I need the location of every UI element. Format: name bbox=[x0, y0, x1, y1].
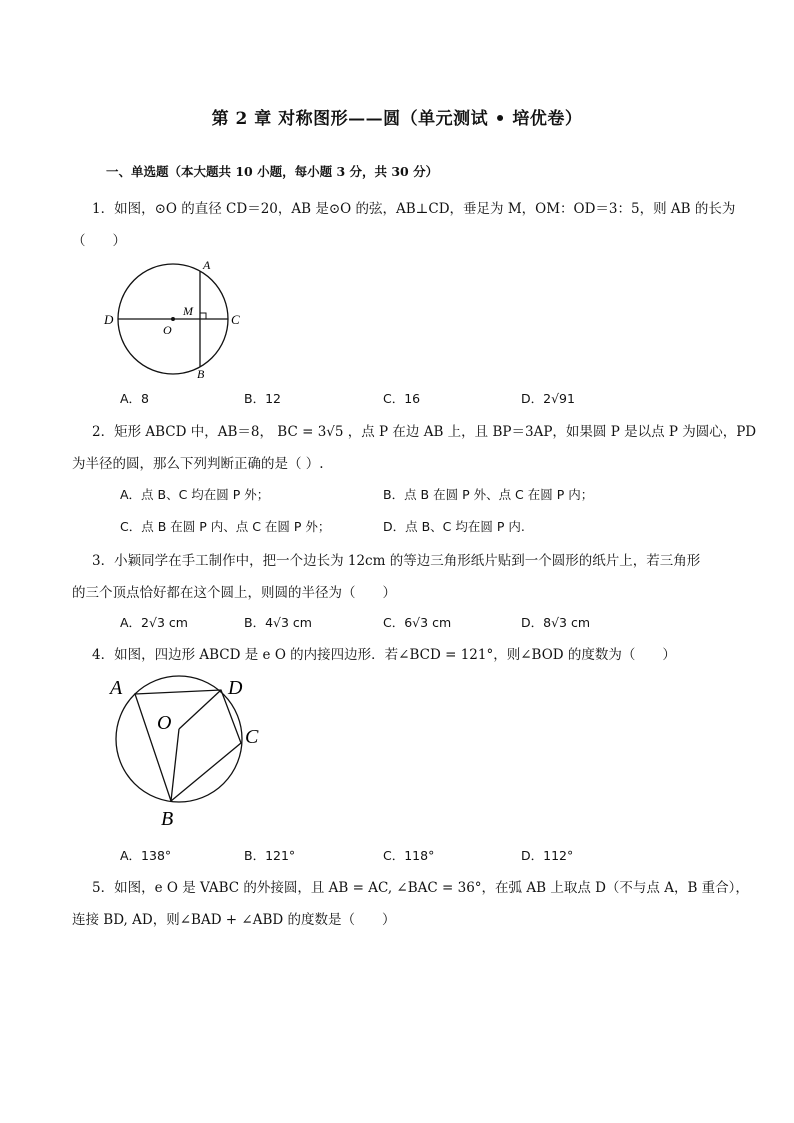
center-dot bbox=[171, 317, 175, 321]
question-4-option-c: C．118° bbox=[383, 848, 435, 863]
question-2-option-d: D．点 B、C 均在圆 P 内. bbox=[383, 519, 525, 534]
question-2-option-a: A．点 B、C 均在圆 P 外； bbox=[120, 487, 270, 502]
label-o: O bbox=[163, 323, 172, 337]
question-3-line-1: 3．小颖同学在手工制作中，把一个边长为 12cm 的等边三角形纸片贴到一个圆形的纸片上，若三角形 bbox=[92, 553, 701, 569]
question-1-line-1: 1．如图，⊙O 的直径 CD＝20，AB 是⊙O 的弦，AB⊥CD，垂足为 M，OM：OD＝3：5，则 AB 的长为 bbox=[92, 201, 736, 217]
label-d: D bbox=[228, 677, 243, 699]
section-heading: 一、单选题（本大题共 10 小题，每小题 3 分，共 30 分） bbox=[106, 164, 439, 179]
label-c: C bbox=[231, 312, 240, 327]
question-5-line-1: 5．如图，e O 是 VABC 的外接圆，且 AB = AC, ∠BAC = 36°，在弧 AB 上取点 D（不与点 A，B 重合）， bbox=[92, 880, 749, 896]
question-1-figure bbox=[100, 252, 260, 382]
question-4-line-1: 4．如图，四边形 ABCD 是 e O 的内接四边形．若∠BCD = 121°，则∠BOD 的度数为（ ） bbox=[92, 647, 676, 663]
question-1-option-d: D．2√91 bbox=[521, 391, 575, 406]
question-4-figure bbox=[102, 670, 272, 835]
question-4-option-d: D．112° bbox=[521, 848, 574, 863]
label-b: B bbox=[161, 808, 174, 830]
question-1-option-a: A．8 bbox=[120, 391, 150, 406]
question-5-line-2: 连接 BD, AD，则∠BAD + ∠ABD 的度数是（ ） bbox=[72, 912, 396, 928]
question-3-option-a: A．2√3 cm bbox=[120, 615, 188, 630]
question-2-line-1: 2．矩形 ABCD 中，AB＝8， BC = 3√5 ，点 P 在边 AB 上，且 BP＝3AP，如果圆 P 是以点 P 为圆心，PD bbox=[92, 424, 757, 440]
label-c: C bbox=[245, 726, 259, 748]
label-a: A bbox=[203, 258, 211, 272]
question-3-line-2: 的三个顶点恰好都在这个圆上，则圆的半径为（ ） bbox=[72, 585, 396, 601]
question-2-option-c: C．点 B 在圆 P 内、点 C 在圆 P 外； bbox=[120, 519, 331, 534]
label-a: A bbox=[110, 677, 123, 699]
quadrilateral-abcd bbox=[135, 690, 241, 801]
page-title: 第 2 章 对称图形——圆（单元测试 • 培优卷） bbox=[211, 109, 583, 129]
right-angle-mark bbox=[200, 313, 206, 319]
question-1-option-b: B．12 bbox=[244, 391, 281, 406]
label-o: O bbox=[157, 712, 172, 734]
label-m: M bbox=[183, 304, 193, 318]
question-2-line-2: 为半径的圆，那么下列判断正确的是（ ）. bbox=[72, 456, 324, 472]
question-3-option-c: C．6√3 cm bbox=[383, 615, 452, 630]
question-2-option-b: B．点 B 在圆 P 外、点 C 在圆 P 内； bbox=[383, 487, 594, 502]
question-3-option-d: D．8√3 cm bbox=[521, 615, 591, 630]
question-1-option-c: C．16 bbox=[383, 391, 421, 406]
question-4-option-a: A．138° bbox=[120, 848, 172, 863]
question-4-option-b: B．121° bbox=[244, 848, 296, 863]
segment-ob bbox=[171, 729, 179, 801]
question-1-line-2: （ ） bbox=[72, 233, 126, 249]
segment-od bbox=[179, 690, 221, 729]
label-d: D bbox=[104, 312, 114, 327]
question-3-option-b: B．4√3 cm bbox=[244, 615, 312, 630]
label-b: B bbox=[197, 367, 205, 381]
